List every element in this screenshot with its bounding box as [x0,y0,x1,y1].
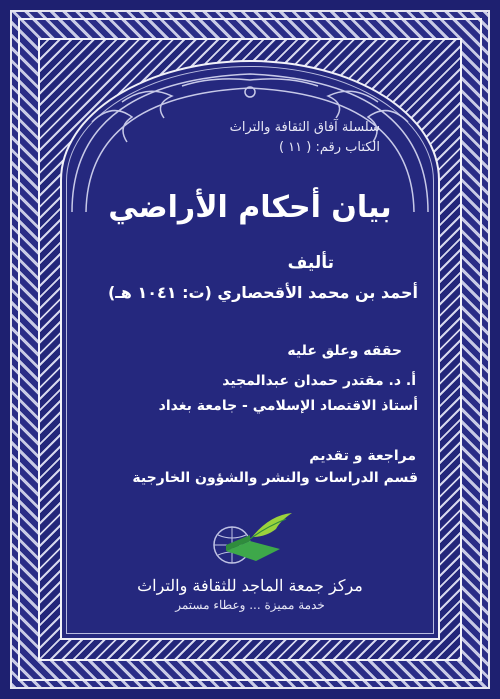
publisher-name: مركز جمعة الماجد للثقافة والتراث [137,576,363,595]
verification-label: حققه وعلق عليه [287,343,402,359]
book-number: الكتاب رقم: ( ١١ ) [278,140,380,155]
author-name: أحمد بن محمد الأقحصاري (ت: ١٠٤١ هـ) [107,283,418,302]
verifier-title: أستاذ الاقتصاد الإسلامي - جامعة بغداد [158,398,418,414]
verifier-name: أ. د. مقتدر حمدان عبدالمجيد [222,373,416,389]
series-name: سلسلة آفاق الثقافة والتراث [229,120,380,135]
book-title: بيان أحكام الأراضي [108,190,392,225]
publisher-logo-icon [200,505,300,575]
review-department: قسم الدراسات والنشر والشؤون الخارجية [132,470,418,486]
review-label: مراجعة و تقديم [309,448,416,464]
author-label: تأليف [287,253,334,273]
publisher-slogan: خدمة مميزة ... وعطاء مستمر [175,598,325,612]
